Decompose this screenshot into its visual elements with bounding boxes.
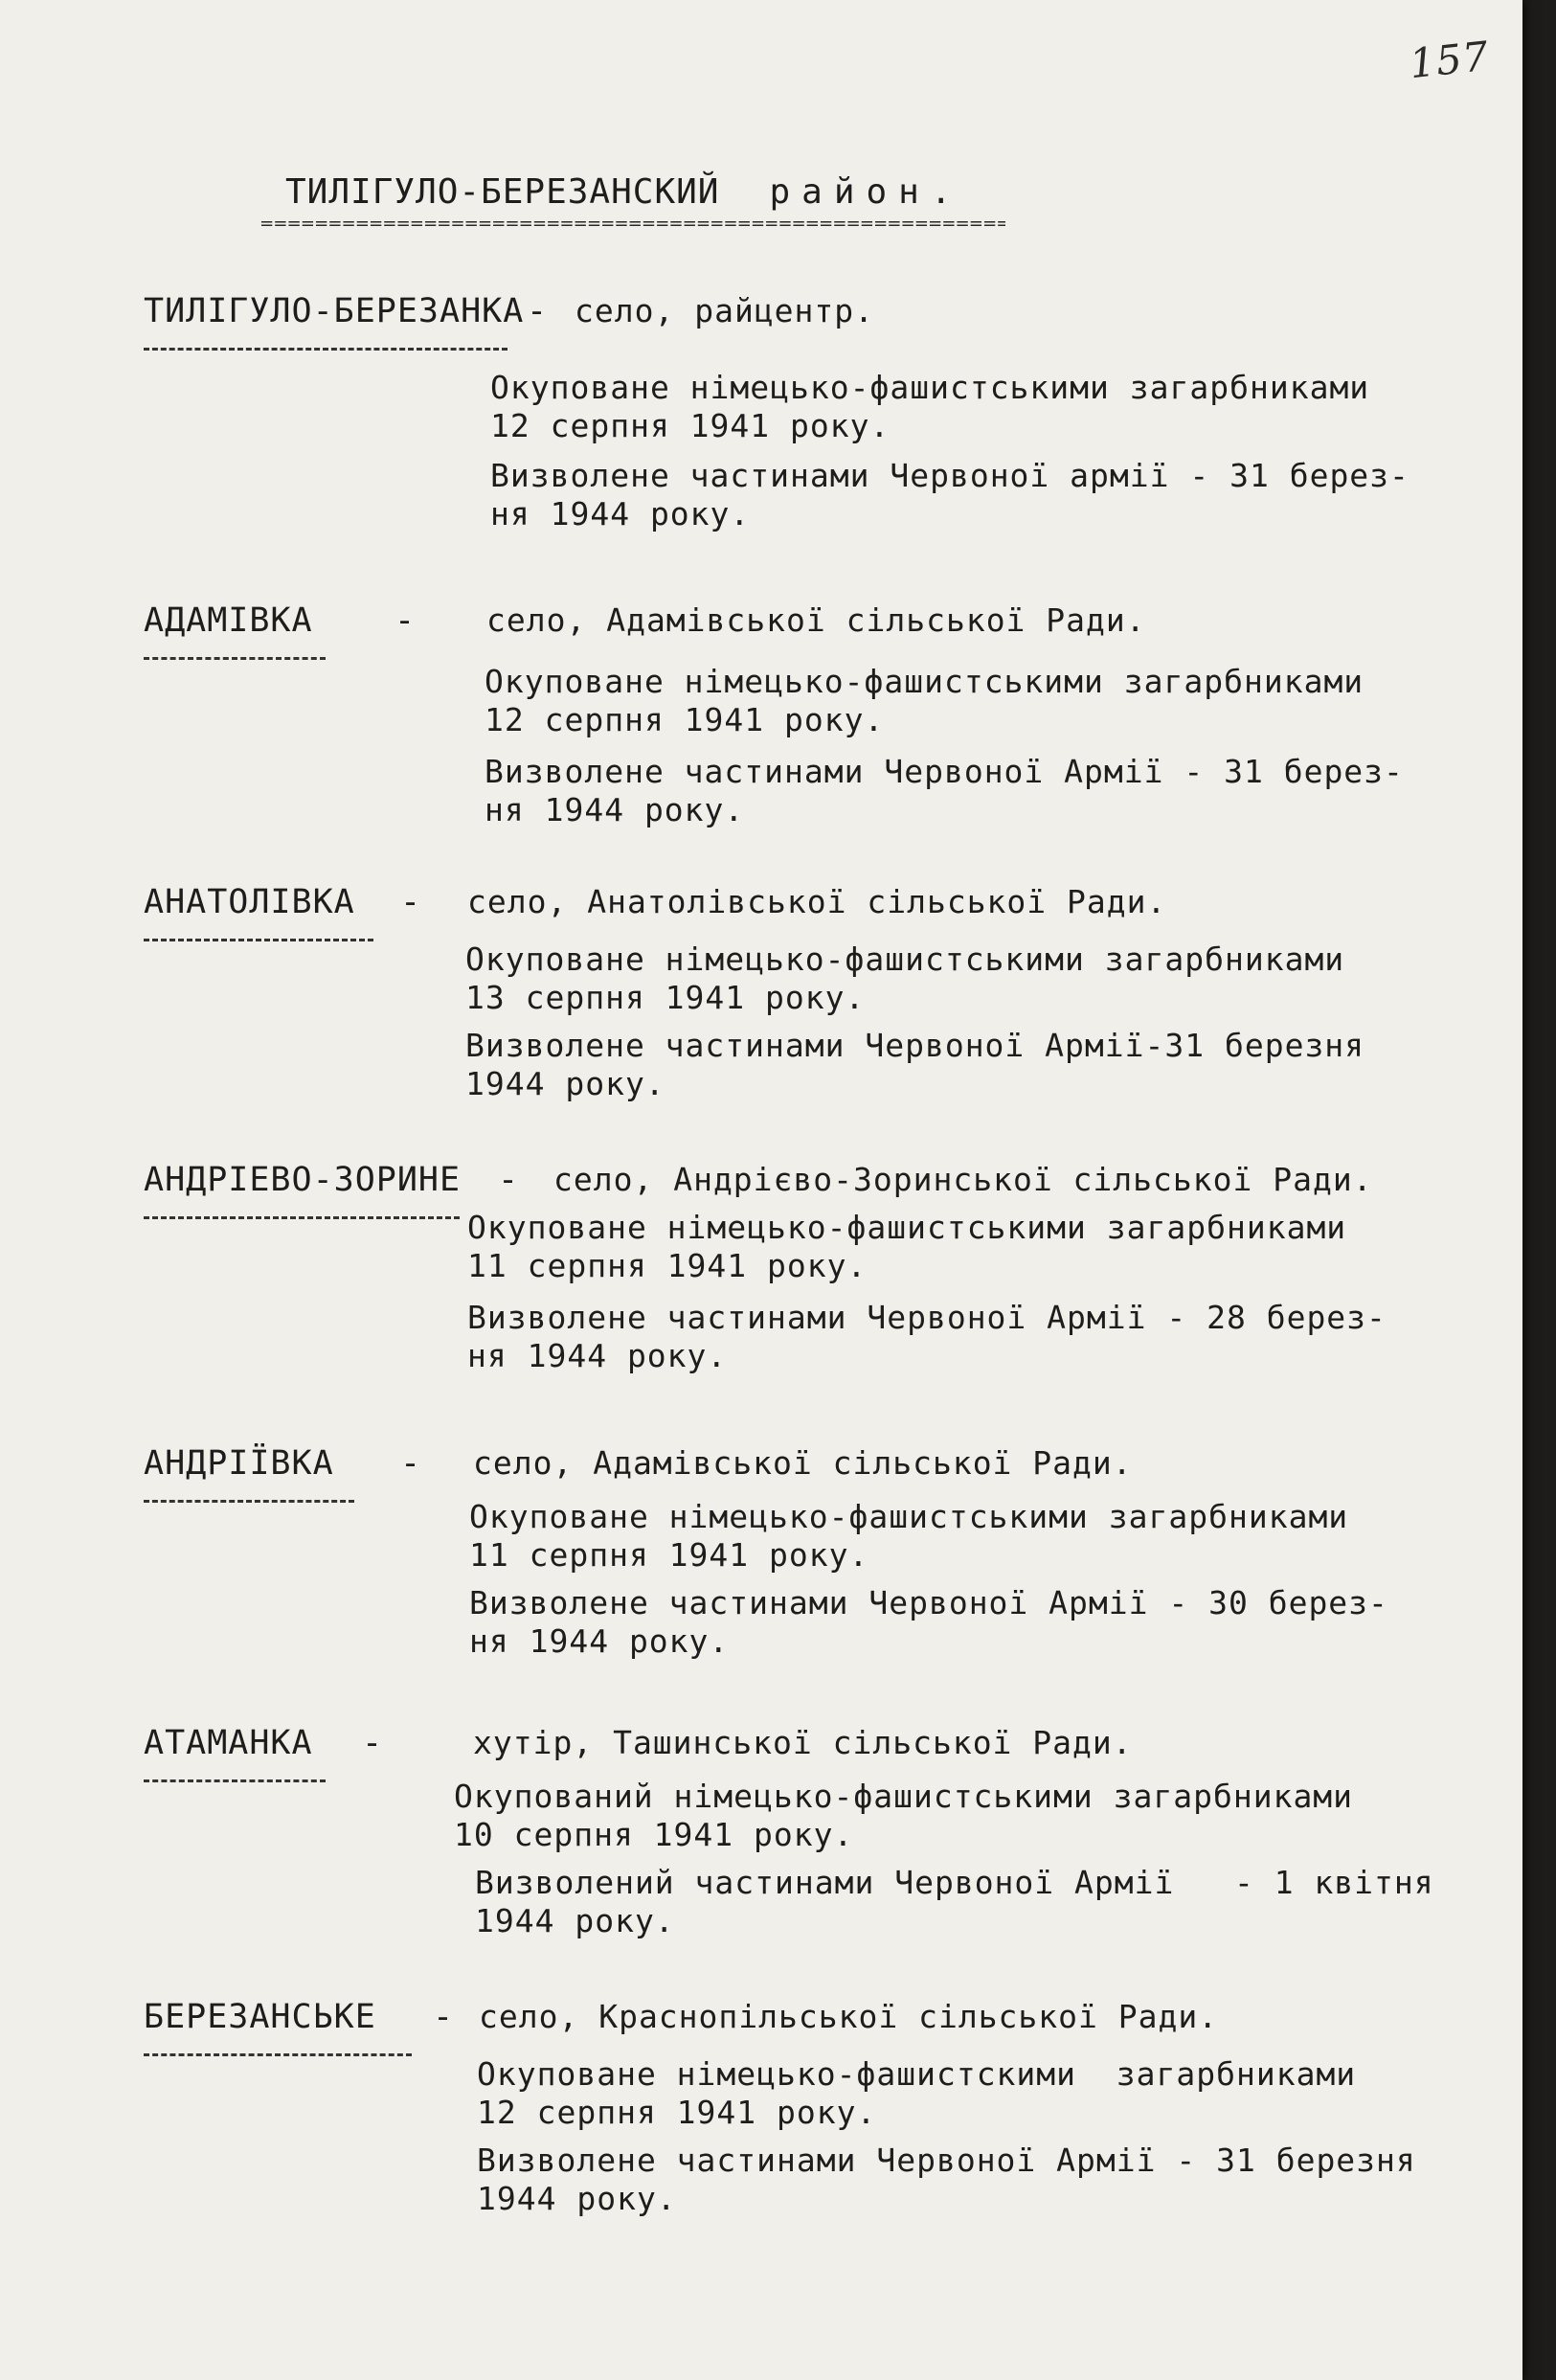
occupation-note: Окуповане німецько-фашистськими загарбниками 11 серпня 1941 року. bbox=[469, 1498, 1349, 1574]
occupation-note: Окуповане німецько-фашистськими загарбниками 12 серпня 1941 року. bbox=[485, 663, 1364, 738]
liberation-note: Визволене частинами Червоної Армії-31 березня 1944 року. bbox=[465, 1027, 1365, 1102]
liberation-note: Визволене частинами Червоної Армії - 30 берез- ня 1944 року. bbox=[469, 1584, 1388, 1660]
page-number: 157 bbox=[1407, 32, 1492, 88]
place-description: хутір, Ташинської сільської Ради. bbox=[473, 1724, 1133, 1761]
name-dash: - bbox=[498, 1161, 520, 1199]
place-name-underline bbox=[144, 1492, 354, 1503]
district-suffix: район. bbox=[769, 172, 963, 212]
name-dash: - bbox=[527, 292, 549, 330]
name-dash: - bbox=[433, 1998, 455, 2036]
place-name-underline bbox=[144, 1209, 460, 1219]
occupation-note: Окуповане німецько-фашистскими загарбниками 12 серпня 1941 року. bbox=[477, 2055, 1357, 2131]
place-name-underline bbox=[144, 1772, 326, 1782]
occupation-note: Окупований німецько-фашистськими загарбниками 10 серпня 1941 року. bbox=[454, 1778, 1354, 1853]
place-name-underline bbox=[144, 340, 507, 351]
place-name-underline bbox=[144, 931, 373, 941]
liberation-note: Визволене частинами Червоної армії - 31 берез- ня 1944 року. bbox=[490, 457, 1409, 533]
name-dash: - bbox=[400, 1444, 422, 1483]
occupation-note: Окуповане німецько-фашистськими загарбниками 11 серпня 1941 року. bbox=[467, 1209, 1347, 1284]
place-name: АНДРІЕВО-ЗОРИНЕ bbox=[144, 1161, 462, 1199]
place-name-underline bbox=[144, 649, 326, 660]
place-description: село, райцентр. bbox=[575, 292, 875, 329]
title-underline bbox=[260, 218, 1005, 243]
name-dash: - bbox=[400, 883, 422, 921]
district-name: ТИЛІГУЛО-БЕРЕЗАНСКИЙ bbox=[285, 172, 720, 212]
liberation-note: Визволене частинами Червоної Армії - 31 березня 1944 року. bbox=[477, 2142, 1416, 2217]
place-name: АНАТОЛІВКА bbox=[144, 883, 355, 921]
place-description: село, Андрієво-Зоринської сільської Ради. bbox=[553, 1161, 1373, 1198]
name-dash: - bbox=[362, 1724, 384, 1762]
name-dash: - bbox=[395, 601, 417, 640]
liberation-note: Визволений частинами Червоної Армії - 1 квітня 1944 року. bbox=[475, 1864, 1434, 1939]
place-description: село, Краснопільської сільської Ради. bbox=[479, 1998, 1219, 2035]
place-name: АНДРІЇВКА bbox=[144, 1444, 334, 1483]
place-description: село, Анатолівської сільської Ради. bbox=[467, 883, 1167, 920]
liberation-note: Визволене частинами Червоної Армії - 31 берез- ня 1944 року. bbox=[485, 753, 1404, 828]
place-name: БЕРЕЗАНСЬКЕ bbox=[144, 1998, 376, 2036]
liberation-note: Визволене частинами Червоної Армії - 28 берез- ня 1944 року. bbox=[467, 1299, 1387, 1374]
place-name: АДАМІВКА bbox=[144, 601, 313, 640]
place-name-underline bbox=[144, 2046, 412, 2056]
occupation-note: Окуповане німецько-фашистськими загарбниками 12 серпня 1941 року. bbox=[490, 369, 1370, 444]
place-name: ТИЛІГУЛО-БЕРЕЗАНКА bbox=[144, 292, 525, 330]
place-description: село, Адамівської сільської Ради. bbox=[473, 1444, 1133, 1482]
page-title bbox=[285, 172, 963, 212]
place-description: село, Адамівської сільської Ради. bbox=[486, 601, 1146, 639]
occupation-note: Окуповане німецько-фашистськими загарбниками 13 серпня 1941 року. bbox=[465, 941, 1345, 1016]
place-name: АТАМАНКА bbox=[144, 1724, 313, 1762]
